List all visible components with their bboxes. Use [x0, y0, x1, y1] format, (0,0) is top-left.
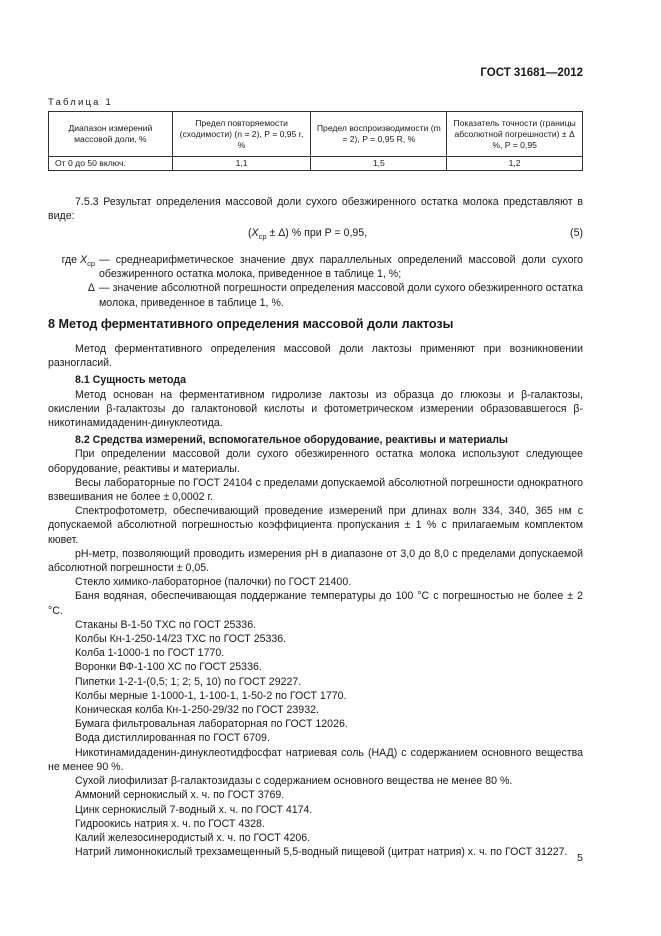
table-header-cell: Предел повторяемости (сходимости) (n = 2), P = 0,95 r, %	[172, 112, 311, 157]
formula-variable: X	[251, 227, 259, 239]
table-cell: 1,1	[172, 157, 311, 171]
legend-subscript: ср	[87, 259, 95, 269]
equipment-item: Стекло химико-лабораторное (палочки) по ГОСТ 21400.	[75, 576, 352, 589]
table-header-cell: Предел воспроизводимости (m = 2), P = 0,95 R, %	[311, 112, 447, 157]
equipment-item: Стаканы В-1-50 ТХС по ГОСТ 25336.	[75, 618, 257, 631]
legend-definition: — среднеарифметическое значение двух параллельных определений массовой доли сухого обезжиренного остатка молока, приведенное в таблице 1, %;	[99, 254, 583, 281]
legend-row	[48, 253, 583, 281]
equipment-item: Никотинамидаденин-динуклеотидфосфат натриевая соль (НАД) с содержанием основного вещества не менее 90 %.	[48, 746, 583, 773]
equipment-item: Цинк сернокислый 7-водный х. ч. по ГОСТ 4174.	[75, 803, 313, 816]
equipment-item: Калий железосинеродистый х. ч. по ГОСТ 4206.	[75, 831, 311, 844]
section-7-5-3-text: 7.5.3 Результат определения массовой доли сухого обезжиренного остатка молока представляют в виде:	[48, 196, 583, 223]
equipment-item: Колба 1-1000-1 по ГОСТ 1770.	[75, 647, 225, 660]
table-caption: Таблица 1	[48, 97, 113, 108]
table-cell: 1,5	[311, 157, 447, 171]
table-cell: 1,2	[447, 157, 583, 171]
subsection-8-1-heading: 8.1 Сущность метода	[75, 374, 187, 387]
formula-5	[0, 226, 661, 242]
table-header-row	[49, 112, 583, 157]
formula-number: (5)	[570, 227, 583, 239]
equipment-item: Гидроокись натрия х. ч. по ГОСТ 4328.	[75, 817, 265, 830]
equipment-item: Колбы мерные 1-1000-1, 1-100-1, 1-50-2 по ГОСТ 1770.	[75, 689, 347, 702]
subsection-8-1-text: Метод основан на ферментативном гидролизе лактозы из образца до глюкозы и β-галактозы, окислении β-галактозы до галактоновой кислоты и фотометрическом измерении образовавшегося β-никотинамидаденин-динуклеотида.	[48, 388, 583, 430]
equipment-item: Бумага фильтровальная лабораторная по ГОСТ 12026.	[75, 718, 348, 731]
table-header-cell: Показатель точности (границы абсолютной погрешности) ± Δ %, P = 0,95	[447, 112, 583, 157]
table-header-cell: Диапазон измерений массовой доли, %	[49, 112, 173, 157]
formula-subscript: ср	[258, 232, 267, 242]
equipment-item: pH-метр, позволяющий проводить измерения pH в диапазоне от 3,0 до 8,0 с пределами допускаемой абсолютной погрешности ± 0,05.	[48, 547, 583, 575]
legend-definition: — значение абсолютной погрешности определения массовой доли сухого обезжиренного остатка молока, приведенное в таблице 1, %.	[99, 282, 583, 309]
equipment-item: Натрий лимоннокислый трехзамещенный 5,5-водный пищевой (цитрат натрия) х. ч. по ГОСТ 31227.	[75, 846, 568, 859]
equipment-item: Спектрофотометр, обеспечивающий проведение измерений при длинах волн 334, 340, 365 нм с допускаемой абсолютной погрешностью коэффициента пропускания ± 1 % с прилагаемым комплектом кювет.	[48, 505, 583, 546]
legend-variable: X	[80, 254, 88, 266]
equipment-item: Весы лабораторные по ГОСТ 24104 с пределами допускаемой абсолютной погрешности однократного взвешивания не более ± 0,0002 г.	[48, 476, 583, 504]
formula-rest: ± Δ) % при P = 0,95,	[266, 227, 368, 239]
equipment-item: Колбы Кн-1-250-14/23 ТХС по ГОСТ 25336.	[75, 633, 287, 646]
section-7-5-3	[48, 195, 583, 223]
formula-legend	[48, 253, 583, 310]
table-row	[49, 157, 583, 171]
legend-row	[48, 281, 583, 309]
section-8-intro: Метод ферментативного определения массовой доли лактозы применяют при возникновении разногласий.	[48, 343, 583, 370]
legend-where-label: где	[61, 254, 78, 266]
legend-term	[48, 253, 99, 281]
legend-term: Δ	[87, 282, 95, 295]
equipment-item: Баня водяная, обеспечивающая поддержание температуры до 100 °С с погрешностью не более ± 2 °С.	[48, 590, 583, 617]
equipment-item: Вода дистиллированная по ГОСТ 6709.	[75, 732, 270, 745]
section-8-heading: 8 Метод ферментативного определения массовой доли лактозы	[48, 317, 454, 331]
subsection-8-2-heading: 8.2 Средства измерений, вспомогательное оборудование, реактивы и материалы	[75, 434, 508, 447]
document-code: ГОСТ 31681—2012	[480, 67, 583, 79]
equipment-item: Коническая колба Кн-1-250-29/32 по ГОСТ 23932.	[75, 704, 319, 717]
equipment-item: Сухой лиофилизат β-галактозидазы с содержанием основного вещества не менее 80 %.	[75, 775, 513, 788]
equipment-item: При определении массовой доли сухого обезжиренного остатка молока используют следующее оборудование, реактивы и материалы.	[48, 448, 583, 475]
section-8-body	[48, 342, 583, 859]
formula-expression: $(X_{ср} \pm \Delta)$ % при P = 0,95,	[248, 227, 368, 242]
equipment-item: Аммоний сернокислый х. ч. по ГОСТ 3769.	[75, 789, 285, 802]
page-number: 5	[577, 852, 583, 864]
precision-table	[48, 111, 583, 171]
equipment-item: Воронки ВФ-1-100 ХС по ГОСТ 25336.	[75, 661, 262, 674]
equipment-item: Пипетки 1-2-1-(0,5; 1; 2; 5, 10) по ГОСТ 29227.	[75, 675, 302, 688]
table-cell: От 0 до 50 включ.	[49, 157, 173, 171]
